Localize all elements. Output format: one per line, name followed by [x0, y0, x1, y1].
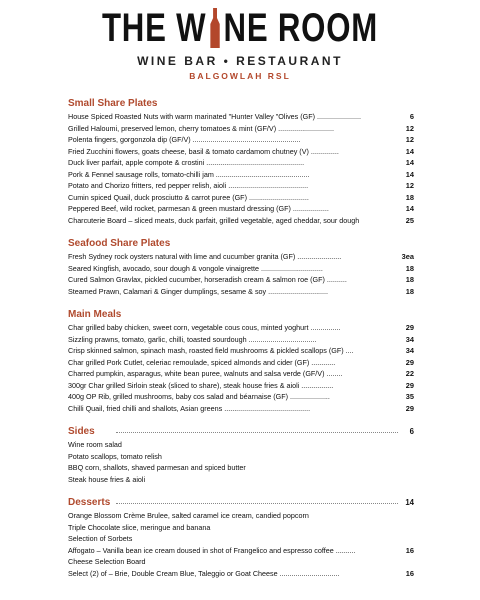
menu-item-text: Fried Zucchini flowers, goats cheese, basil & tomato cardamom chutney (V) .............. [68, 146, 339, 156]
menu-item-price: 29 [405, 323, 414, 332]
dotted-leader [116, 432, 398, 433]
menu-item-text: Polenta fingers, gorgonzola dip (GF/V) ...................................................... [68, 135, 301, 144]
menu-item [68, 380, 416, 392]
logo-text-right: NE ROOM [223, 6, 379, 50]
menu-item [68, 345, 416, 357]
menu-item-price: 16 [405, 568, 414, 578]
menu-item [68, 274, 416, 286]
menu-item [68, 533, 416, 545]
menu-item-price: 16 [405, 545, 414, 555]
menu-item [68, 439, 416, 451]
menu-item [68, 215, 416, 227]
menu-item-price: 18 [405, 286, 414, 296]
menu-section [68, 236, 416, 297]
menu-item-text: Seared Kingfish, avocado, sour dough & vongole vinaigrette ............................... [68, 263, 323, 273]
menu-item-price: 6 [409, 112, 414, 121]
menu-item-text: Cumin spiced Quail, duck prosciutto & carrot puree (GF) .............................. [68, 192, 309, 202]
section-title-text: Sides [68, 426, 95, 437]
menu-item [68, 123, 416, 135]
section-title [68, 495, 416, 510]
menu-item [68, 403, 416, 415]
menu-item-text: Cheese Selection Board [68, 557, 146, 566]
menu [68, 96, 416, 589]
menu-item-price: 14 [405, 158, 414, 167]
menu-item [68, 510, 416, 522]
menu-item [68, 334, 416, 346]
menu-item [68, 556, 416, 568]
menu-item [68, 286, 416, 298]
section-title [68, 96, 416, 111]
menu-item-text: 300gr Char grilled Sirloin steak (sliced to share), steak house fries & aioli ................ [68, 380, 334, 390]
menu-item-price: 29 [405, 403, 414, 413]
section-title-text: Small Share Plates [68, 98, 158, 109]
section-title [68, 307, 416, 322]
section-price: 6 [409, 427, 414, 436]
menu-item-text: Steak house fries & aioli [68, 474, 146, 484]
menu-item-price: 29 [405, 380, 414, 390]
menu-section [68, 96, 416, 226]
menu-item [68, 522, 416, 534]
menu-item [68, 391, 416, 403]
menu-item-text: 400g OP Rib, grilled mushrooms, baby cos salad and béarnaise (GF) .................... [68, 392, 330, 401]
menu-item-text: House Spiced Roasted Nuts with warm marinated "Hunter Valley "Olives (GF) ...................... [68, 112, 361, 121]
menu-item-price: 18 [405, 275, 414, 284]
menu-item-price: 14 [405, 204, 414, 213]
menu-item [68, 157, 416, 169]
menu-section [68, 495, 416, 579]
menu-item-price: 18 [405, 263, 414, 273]
menu-item-price: 34 [405, 334, 414, 344]
section-title-text: Desserts [68, 497, 111, 508]
menu-item-price: 25 [405, 215, 414, 225]
menu-item-text: Sizzling prawns, tomato, garlic, chilli, toasted sourdough .................................. [68, 334, 317, 344]
menu-item [68, 568, 416, 580]
menu-item-text: BBQ corn, shallots, shaved parmesan and spiced butter [68, 463, 246, 472]
menu-item [68, 368, 416, 380]
menu-item-price: 34 [405, 346, 414, 355]
menu-item [68, 462, 416, 474]
section-title-text: Main Meals [68, 309, 122, 320]
menu-item-text: Crisp skinned salmon, spinach mash, roasted field mushrooms & pickled scallops (GF) .... [68, 346, 354, 355]
section-price: 14 [405, 498, 414, 507]
menu-item-price: 12 [405, 123, 414, 133]
menu-item-text: Peppered Beef, wild rocket, parmesan & green mustard dressing (GF) .................. [68, 204, 329, 213]
menu-item-text: Fresh Sydney rock oysters natural with lime and cucumber granita (GF) ...................... [68, 252, 342, 261]
menu-item-text: Duck liver parfait, apple compote & crostini ................................................. [68, 158, 305, 167]
section-title-text: Seafood Share Plates [68, 238, 171, 249]
menu-item-text: Char grilled Pork Cutlet, celeriac remoulade, spiced almonds and cider (GF) ............ [68, 357, 336, 367]
menu-item-text: Grilled Haloumi, preserved lemon, cherry tomatoes & mint (GF/V) ............................ [68, 123, 335, 133]
wine-bottle-icon [208, 8, 222, 48]
menu-item [68, 192, 416, 204]
logo-text-left: THE W [101, 6, 207, 50]
venue-name: BALGOWLAH RSL [189, 71, 291, 81]
menu-item-text: Char grilled baby chicken, sweet corn, vegetable cous cous, minted yoghurt ............... [68, 323, 341, 332]
menu-item [68, 180, 416, 192]
menu-item [68, 169, 416, 181]
menu-item-text: Pork & Fennel sausage rolls, tomato-chilli jam ............................................... [68, 169, 310, 179]
dotted-leader [116, 503, 398, 504]
menu-item-price: 35 [405, 392, 414, 401]
menu-item-price: 3ea [401, 252, 414, 261]
menu-item-price: 14 [405, 169, 414, 179]
menu-item-text: Chilli Quail, fried chilli and shallots, Asian greens ........................................... [68, 403, 311, 413]
subtitle: WINE BAR • RESTAURANT [137, 54, 343, 68]
menu-item-text: Steamed Prawn, Calamari & Ginger dumplings, sesame & soy .............................. [68, 286, 329, 296]
menu-item-text: Wine room salad [68, 440, 122, 449]
menu-item [68, 251, 416, 263]
menu-item-text: Affogato – Vanilla bean ice cream doused in shot of Frangelico and espresso coffee .......... [68, 545, 356, 555]
menu-item-text: Triple Chocolate slice, meringue and banana [68, 522, 211, 532]
menu-item-price: 12 [405, 181, 414, 190]
menu-section [68, 307, 416, 414]
menu-item [68, 545, 416, 557]
section-title [68, 236, 416, 251]
menu-item [68, 146, 416, 158]
menu-section [68, 424, 416, 485]
menu-item-price: 12 [405, 135, 414, 144]
menu-item-text: Select (2) of – Brie, Double Cream Blue, Taleggio or Goat Cheese .............................. [68, 568, 340, 578]
menu-item-price: 18 [405, 192, 414, 202]
menu-item-text: Orange Blossom Crème Brulee, salted caramel ice cream, candied popcorn [68, 511, 309, 520]
menu-item-price: 29 [405, 357, 414, 367]
menu-item-text: Selection of Sorbets [68, 534, 133, 543]
menu-item [68, 203, 416, 215]
menu-item-text: Cured Salmon Gravlax, pickled cucumber, horseradish cream & salmon roe (GF) .......... [68, 275, 347, 284]
section-title [68, 424, 416, 439]
menu-item [68, 111, 416, 123]
menu-item-text: Charred pumpkin, asparagus, white bean puree, walnuts and salsa verde (GF/V) ........ [68, 369, 343, 378]
menu-item-text: Charcuterie Board – sliced meats, duck parfait, grilled vegetable, aged cheddar, sour dough [68, 215, 360, 225]
menu-item [68, 474, 416, 486]
menu-item [68, 263, 416, 275]
menu-item-text: Potato scallops, tomato relish [68, 451, 162, 461]
header [0, 8, 480, 81]
logo [102, 8, 378, 48]
menu-item-text: Potato and Chorizo fritters, red pepper relish, aioli ........................................ [68, 181, 309, 190]
menu-item-price: 14 [405, 146, 414, 156]
menu-item [68, 322, 416, 334]
menu-item [68, 357, 416, 369]
menu-item-price: 22 [405, 369, 414, 378]
menu-item [68, 451, 416, 463]
menu-item [68, 134, 416, 146]
